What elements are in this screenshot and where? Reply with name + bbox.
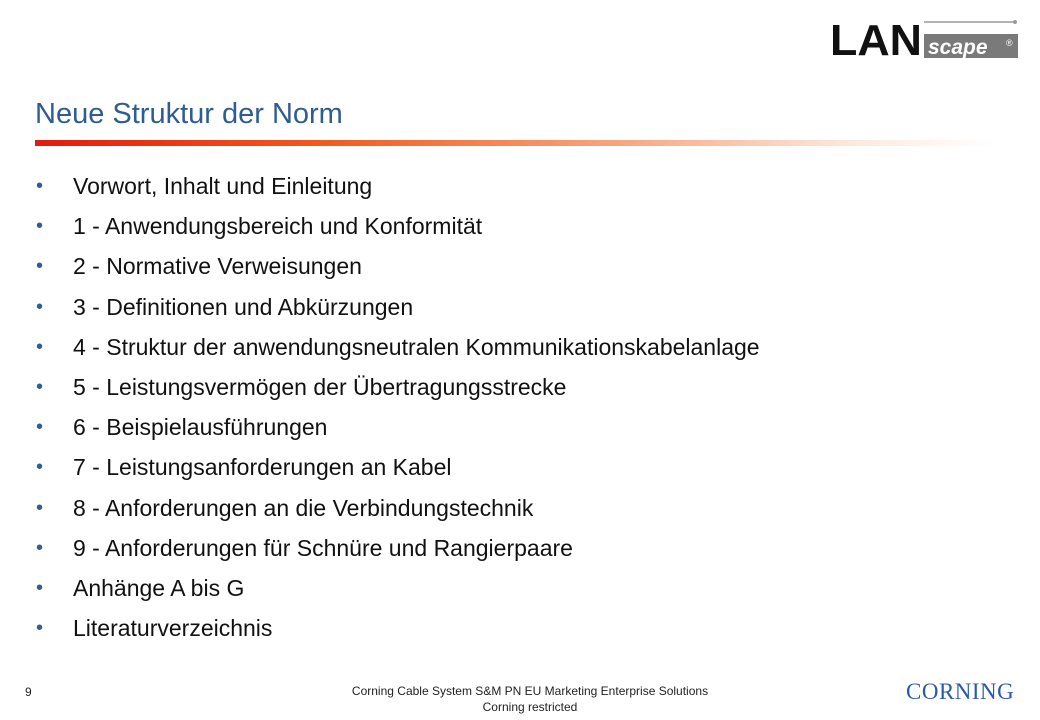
- bullet-item: [36, 447, 760, 487]
- bullet-dot-icon: •: [36, 576, 44, 599]
- bullet-dot-icon: •: [36, 375, 44, 398]
- bullet-dot-icon: •: [36, 416, 44, 439]
- bullet-dot-icon: •: [36, 335, 44, 358]
- bullet-item: [36, 488, 760, 528]
- bullet-dot-icon: •: [36, 617, 44, 640]
- bullet-dot-icon: •: [36, 215, 44, 238]
- bullet-text: Anhänge A bis G: [73, 574, 245, 601]
- bullet-item: [36, 166, 760, 206]
- logo-scape-text: scape: [928, 36, 988, 59]
- page-number: 9: [25, 685, 32, 699]
- bullet-text: 7 - Leistungsanforderungen an Kabel: [73, 454, 452, 481]
- bullet-item: [36, 407, 760, 447]
- bullet-text: 3 - Definitionen und Abkürzungen: [73, 293, 414, 320]
- logo-registered-mark: ®: [1006, 38, 1013, 48]
- bullet-dot-icon: •: [36, 295, 44, 318]
- logo-lan-text: LAN: [830, 16, 922, 60]
- bullet-text: 8 - Anforderungen an die Verbindungstechnik: [73, 494, 534, 521]
- bullet-item: [36, 568, 760, 608]
- footer-text: [250, 683, 810, 715]
- bullet-item: [36, 327, 760, 367]
- bullet-text: 6 - Beispielausführungen: [73, 414, 328, 441]
- bullet-text: Vorwort, Inhalt und Einleitung: [73, 173, 373, 199]
- bullet-dot-icon: •: [36, 175, 44, 197]
- title-gradient-rule: [35, 140, 995, 146]
- bullet-item: [36, 608, 760, 648]
- bullet-text: 9 - Anforderungen für Schnüre und Rangierpaare: [73, 534, 573, 561]
- bullet-dot-icon: •: [36, 456, 44, 479]
- bullet-text: 5 - Leistungsvermögen der Übertragungsstrecke: [73, 373, 567, 400]
- slide-title: Neue Struktur der Norm: [35, 98, 343, 130]
- bullet-text: 2 - Normative Verweisungen: [73, 253, 362, 280]
- bullet-dot-icon: •: [36, 536, 44, 559]
- footer-line-2: Corning restricted: [482, 700, 578, 714]
- bullet-list: [36, 166, 760, 648]
- corning-logo: CORNING: [906, 679, 1015, 704]
- bullet-dot-icon: •: [36, 255, 44, 278]
- lanscape-logo: [828, 14, 1020, 60]
- logo-dot: [1013, 20, 1017, 24]
- bullet-item: [36, 206, 760, 246]
- footer-line-1: Corning Cable System S&M PN EU Marketing Enterprise Solutions: [351, 684, 709, 698]
- bullet-text: 1 - Anwendungsbereich und Konformität: [73, 213, 483, 240]
- bullet-item: [36, 246, 760, 286]
- bullet-item: [36, 287, 760, 327]
- bullet-item: [36, 367, 760, 407]
- bullet-dot-icon: •: [36, 496, 44, 519]
- bullet-text: Literaturverzeichnis: [73, 615, 273, 642]
- bullet-text: 4 - Struktur der anwendungsneutralen Kommunikationskabelanlage: [73, 333, 760, 360]
- bullet-item: [36, 528, 760, 568]
